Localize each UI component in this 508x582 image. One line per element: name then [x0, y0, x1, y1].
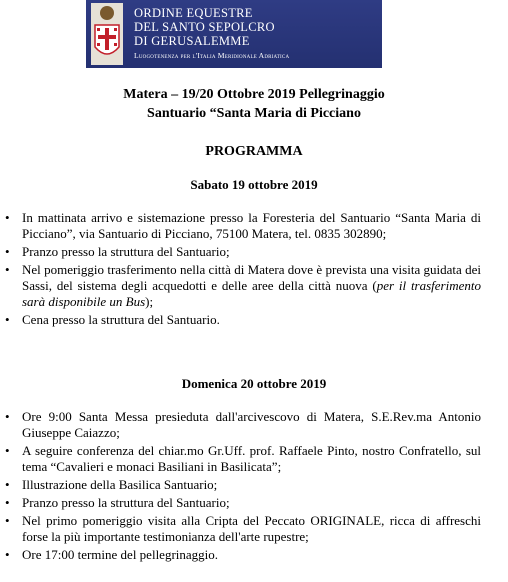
list-item: • Illustrazione della Basilica Santuario;	[5, 477, 218, 492]
list-item: • Nel pomeriggio trasferimento nella città di Matera dove è prevista una visita guidata dei Sassi, del sistema degli acquedotti e delle aree della città nuova (per il trasferimento sarà disponibile un Bus);	[5, 262, 481, 309]
bullet-icon: •	[5, 210, 10, 225]
header-line-1: ORDINE EQUESTRE	[134, 6, 253, 20]
list-item: • Cena presso la struttura del Santuario.	[5, 312, 220, 327]
day1-list	[0, 210, 508, 330]
day2-heading: Domenica 20 ottobre 2019	[181, 376, 327, 391]
day2-list	[0, 409, 508, 565]
day1-heading: Sabato 19 ottobre 2019	[190, 177, 318, 192]
bullet-icon: •	[5, 513, 10, 528]
bullet-icon: •	[5, 443, 10, 458]
bullet-icon: •	[5, 244, 10, 259]
event-title: Matera – 19/20 Ottobre 2019 Pellegrinaggio	[123, 87, 385, 102]
bullet-icon: •	[5, 477, 10, 492]
list-item: • Ore 17:00 termine del pellegrinaggio.	[5, 547, 219, 562]
list-item: • Nel primo pomeriggio visita alla Cripta del Peccato ORIGINALE, ricca di affreschi forse la più importante testimonianza dell'arte rupestre;	[5, 513, 481, 544]
header-line-3: DI GERUSALEMME	[134, 34, 250, 48]
bullet-icon: •	[5, 547, 10, 562]
list-item: • Ore 9:00 Santa Messa presieduta dall'arcivescovo di Matera, S.E.Rev.ma Antonio Giuseppe Caiazzo;	[5, 409, 481, 440]
list-item: • Pranzo presso la struttura del Santuario;	[5, 495, 230, 510]
order-emblem-icon	[91, 3, 123, 65]
bullet-icon: •	[5, 312, 10, 327]
programma-heading: PROGRAMMA	[205, 144, 303, 159]
bullet-icon: •	[5, 495, 10, 510]
bullet-icon: •	[5, 262, 10, 277]
bullet-icon: •	[5, 409, 10, 424]
event-subtitle: Santuario “Santa Maria di Picciano	[147, 106, 361, 121]
list-item: • A seguire conferenza del chiar.mo Gr.Uff. prof. Raffaele Pinto, nostro Confratello, sul tema “Cavalieri e monaci Basiliani in Basilicata”;	[5, 443, 481, 474]
header-line-2: DEL SANTO SEPOLCRO	[134, 20, 275, 34]
list-item: • Pranzo presso la struttura del Santuario;	[5, 244, 230, 259]
header-line-4: Luogotenenza per l'Italia Meridionale Adriatica	[134, 51, 290, 60]
list-item: • In mattinata arrivo e sistemazione presso la Foresteria del Santuario “Santa Maria di Picciano”, via Santuario di Picciano, 75100 Matera, tel. 0835 302890;	[5, 210, 481, 241]
header-banner	[86, 0, 382, 68]
